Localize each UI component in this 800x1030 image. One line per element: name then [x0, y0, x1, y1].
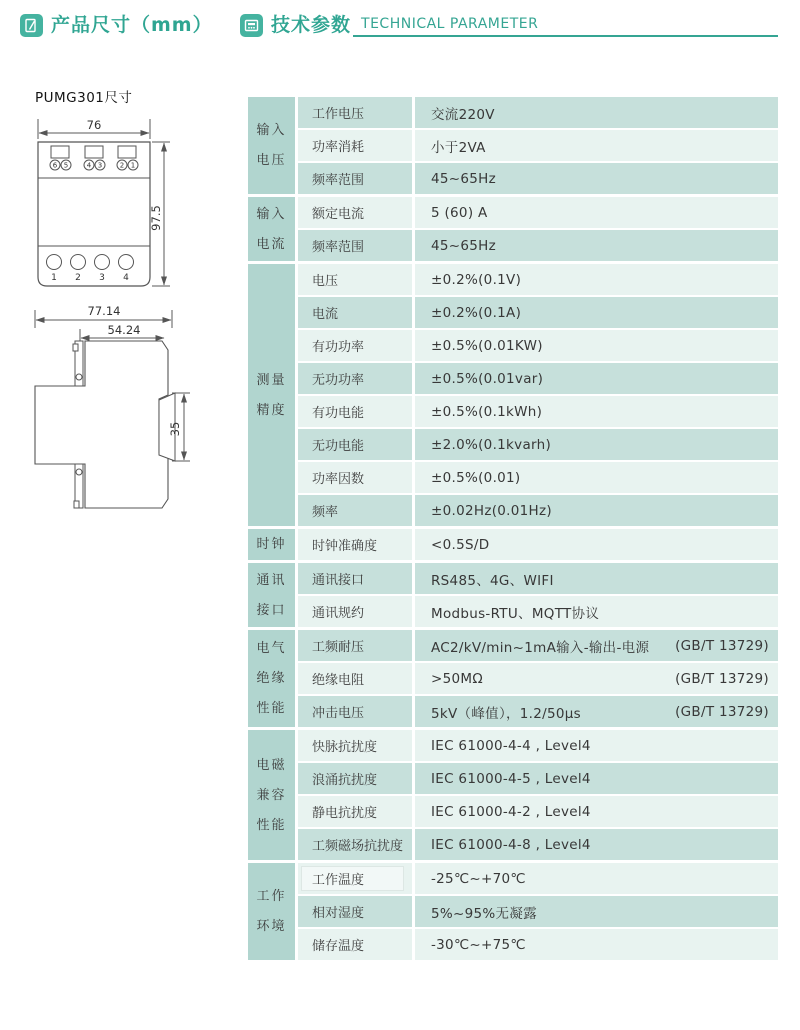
parameter-label: 频率范围 — [312, 240, 365, 255]
table-row — [298, 396, 778, 427]
table-row — [298, 763, 778, 794]
value-text: 小于2VA — [431, 139, 486, 156]
parameter-label: 绝缘电阻 — [312, 673, 365, 688]
table-row — [298, 529, 778, 560]
value-cell — [415, 264, 778, 295]
group-label-cell — [248, 197, 295, 261]
table-row — [298, 663, 778, 694]
front-view-drawing — [22, 106, 222, 306]
parameter-cell — [298, 396, 412, 427]
group-rows — [298, 730, 778, 860]
value-text: 45~65Hz — [431, 237, 497, 254]
value-text: -30℃~+75℃ — [431, 936, 526, 953]
rail-height-label: 35 — [168, 421, 182, 437]
group-label-line: 电气 — [256, 641, 287, 656]
calculator-icon-glyph — [244, 18, 259, 33]
value-cell — [415, 563, 778, 594]
parameter-cell — [298, 462, 412, 493]
section-header-parameters — [240, 13, 778, 37]
bottom-terminal-number: 1 — [51, 273, 57, 283]
table-group — [248, 630, 778, 727]
group-label-line: 性能 — [256, 701, 287, 716]
parameter-label: 相对湿度 — [312, 906, 365, 921]
parameter-cell — [298, 696, 412, 727]
group-label-line: 兼容 — [256, 787, 287, 803]
section-subtitle-underline — [353, 13, 778, 37]
value-cell — [415, 495, 778, 526]
section-title-dimensions: 产品尺寸（mm） — [51, 14, 213, 36]
table-group — [248, 730, 778, 860]
parameter-cell — [298, 230, 412, 261]
group-label-line: 电磁 — [256, 757, 287, 773]
table-row — [298, 563, 778, 594]
table-row — [298, 197, 778, 228]
section-header-dimensions — [20, 13, 213, 37]
group-label-cell — [248, 97, 295, 194]
table-row — [298, 796, 778, 827]
value-cell — [415, 197, 778, 228]
group-rows — [298, 563, 778, 627]
value-text: ±0.5%(0.1kWh) — [431, 403, 543, 420]
parameter-cell — [298, 97, 412, 128]
value-text: ±0.5%(0.01) — [431, 469, 521, 486]
terminal-number: 6 — [52, 161, 58, 170]
value-cell — [415, 596, 778, 627]
group-rows — [298, 529, 778, 560]
diagram-title: PUMG301尺寸 — [35, 90, 133, 106]
group-label-line: 接口 — [256, 602, 287, 618]
table-row — [298, 896, 778, 927]
group-label-line: 通讯 — [256, 572, 287, 588]
terminal-number: 5 — [63, 161, 69, 170]
table-row — [298, 829, 778, 860]
parameter-cell — [298, 529, 412, 560]
parameter-label: 储存温度 — [312, 939, 365, 954]
parameter-cell — [298, 630, 412, 661]
parameter-label: 工作温度 — [312, 873, 365, 888]
parameter-cell — [298, 863, 412, 894]
value-cell — [415, 630, 778, 661]
group-label-cell — [248, 630, 295, 727]
bottom-terminal-number: 2 — [75, 273, 81, 283]
value-cell — [415, 696, 778, 727]
parameter-cell — [298, 495, 412, 526]
parameter-cell — [298, 929, 412, 960]
group-label-cell — [248, 529, 295, 560]
value-cell — [415, 529, 778, 560]
value-cell — [415, 363, 778, 394]
parameter-label: 电流 — [312, 307, 339, 322]
value-text: ±0.02Hz(0.01Hz) — [431, 502, 552, 519]
value-cell — [415, 429, 778, 460]
section-title-parameters: 技术参数 — [271, 14, 352, 36]
front-height-label: 97.5 — [149, 205, 163, 231]
parameter-label: 功率消耗 — [312, 140, 365, 155]
parameter-label: 通讯规约 — [312, 606, 365, 621]
table-row — [298, 130, 778, 161]
group-label-cell — [248, 264, 295, 526]
value-cell — [415, 796, 778, 827]
group-label-line: 电压 — [256, 153, 287, 168]
parameter-cell — [298, 896, 412, 927]
table-row — [298, 929, 778, 960]
document-pencil-icon — [20, 14, 43, 37]
table-group — [248, 529, 778, 560]
terminal-number: 3 — [97, 161, 103, 170]
value-cell — [415, 163, 778, 194]
group-label-cell — [248, 730, 295, 860]
parameter-cell — [298, 796, 412, 827]
group-label-line: 绝缘 — [256, 671, 287, 686]
value-cell — [415, 863, 778, 894]
standard-note: (GB/T 13729) — [675, 637, 769, 654]
table-row — [298, 264, 778, 295]
value-cell — [415, 829, 778, 860]
parameter-label: 静电抗扰度 — [312, 806, 378, 821]
parameter-cell — [298, 363, 412, 394]
side-body-width-label: 54.24 — [107, 323, 141, 337]
parameter-label: 频率 — [312, 505, 339, 520]
side-overall-width-label: 77.14 — [87, 304, 121, 318]
parameter-cell — [298, 829, 412, 860]
group-label-line: 工作 — [256, 889, 287, 904]
meter-side-profile — [35, 341, 168, 508]
table-row — [298, 863, 778, 894]
value-text: >50MΩ — [431, 670, 483, 687]
group-rows — [298, 630, 778, 727]
value-cell — [415, 763, 778, 794]
parameter-label: 额定电流 — [312, 207, 365, 222]
value-text: ±0.5%(0.01KW) — [431, 337, 543, 354]
table-row — [298, 730, 778, 761]
table-row — [298, 297, 778, 328]
parameter-label: 功率因数 — [312, 472, 365, 487]
parameter-cell — [298, 730, 412, 761]
table-row — [298, 596, 778, 627]
value-text: 5 (60) A — [431, 204, 488, 221]
parameter-label: 工频耐压 — [312, 640, 365, 655]
value-cell — [415, 297, 778, 328]
value-text: IEC 61000-4-8 , Level4 — [431, 836, 591, 853]
parameter-label: 频率范围 — [312, 173, 365, 188]
table-row — [298, 630, 778, 661]
value-text: -25℃~+70℃ — [431, 870, 526, 887]
calculator-icon — [240, 14, 263, 37]
parameter-label: 时钟准确度 — [312, 539, 378, 554]
value-text: Modbus-RTU、MQTT协议 — [431, 605, 600, 622]
terminal-number: 4 — [86, 161, 92, 170]
standard-note: (GB/T 13729) — [675, 703, 769, 720]
value-text: ±0.2%(0.1V) — [431, 271, 522, 288]
value-cell — [415, 730, 778, 761]
technical-parameter-table — [248, 97, 778, 963]
side-view-drawing — [22, 298, 232, 530]
table-group — [248, 563, 778, 627]
value-text: RS485、4G、WIFI — [431, 572, 554, 589]
table-row — [298, 696, 778, 727]
front-width-label: 76 — [86, 118, 102, 132]
table-row — [298, 330, 778, 361]
group-label-cell — [248, 863, 295, 960]
value-text: <0.5S/D — [431, 536, 490, 553]
table-group — [248, 863, 778, 960]
parameter-cell — [298, 596, 412, 627]
value-cell — [415, 330, 778, 361]
value-text: IEC 61000-4-5 , Level4 — [431, 770, 591, 787]
terminal-number: 2 — [119, 161, 125, 170]
group-rows — [298, 97, 778, 194]
table-row — [298, 230, 778, 261]
value-text: IEC 61000-4-2 , Level4 — [431, 803, 591, 820]
bottom-terminal-number: 3 — [99, 273, 105, 283]
terminal-covers — [51, 146, 136, 158]
document-pencil-icon-glyph — [24, 18, 39, 33]
table-row — [298, 163, 778, 194]
group-rows — [298, 264, 778, 526]
table-group — [248, 97, 778, 194]
parameter-label: 有功电能 — [312, 406, 365, 421]
parameter-label: 浪涌抗扰度 — [312, 773, 378, 788]
group-label-line: 输入 — [256, 206, 287, 222]
value-cell — [415, 130, 778, 161]
terminal-number: 1 — [130, 161, 136, 170]
value-text: 5kV（峰值），1.2/50μs — [431, 705, 582, 722]
parameter-label: 工频磁场抗扰度 — [312, 839, 404, 854]
value-cell — [415, 663, 778, 694]
value-text: 交流220V — [431, 106, 495, 123]
value-cell — [415, 462, 778, 493]
parameter-cell — [298, 130, 412, 161]
parameter-label: 无功功率 — [312, 373, 365, 388]
value-text: AC2/kV/min~1mA输入-输出-电源 — [431, 639, 650, 656]
table-row — [298, 429, 778, 460]
group-label-line: 测量 — [256, 372, 287, 388]
parameter-label: 快脉抗扰度 — [312, 740, 378, 755]
value-cell — [415, 396, 778, 427]
group-label-line: 环境 — [256, 919, 287, 934]
parameter-cell — [298, 429, 412, 460]
group-label-cell — [248, 563, 295, 627]
table-row — [298, 97, 778, 128]
table-group — [248, 264, 778, 526]
parameter-cell — [298, 163, 412, 194]
bottom-terminal-number: 4 — [123, 273, 129, 283]
parameter-cell — [298, 563, 412, 594]
group-rows — [298, 197, 778, 261]
value-cell — [415, 230, 778, 261]
parameter-cell — [298, 197, 412, 228]
parameter-label: 冲击电压 — [312, 706, 365, 721]
group-rows — [298, 863, 778, 960]
parameter-cell — [298, 264, 412, 295]
group-label-line: 电流 — [256, 236, 287, 252]
parameter-cell — [298, 663, 412, 694]
value-text: IEC 61000-4-4 , Level4 — [431, 737, 591, 754]
value-text: 45~65Hz — [431, 170, 497, 187]
parameter-label: 工作电压 — [312, 107, 365, 122]
table-row — [298, 462, 778, 493]
value-cell — [415, 929, 778, 960]
value-text: 5%~95%无凝露 — [431, 905, 537, 922]
parameter-cell — [298, 297, 412, 328]
group-label-line: 精度 — [256, 402, 287, 418]
parameter-label: 电压 — [312, 274, 339, 289]
value-text: ±0.2%(0.1A) — [431, 304, 522, 321]
group-label-line: 输入 — [256, 123, 287, 138]
table-group — [248, 197, 778, 261]
parameter-cell — [298, 763, 412, 794]
value-text: ±2.0%(0.1kvarh) — [431, 436, 552, 453]
parameter-label: 有功功率 — [312, 340, 365, 355]
standard-note: (GB/T 13729) — [675, 670, 769, 687]
value-text: ±0.5%(0.01var) — [431, 370, 544, 387]
section-subtitle-en: TECHNICAL PARAMETER — [361, 16, 539, 32]
group-label-line: 性能 — [256, 817, 287, 833]
parameter-label: 无功电能 — [312, 439, 365, 454]
parameter-label: 通讯接口 — [312, 573, 365, 588]
table-row — [298, 495, 778, 526]
value-cell — [415, 97, 778, 128]
group-label-line: 时钟 — [256, 537, 287, 552]
value-cell — [415, 896, 778, 927]
table-row — [298, 363, 778, 394]
parameter-cell — [298, 330, 412, 361]
